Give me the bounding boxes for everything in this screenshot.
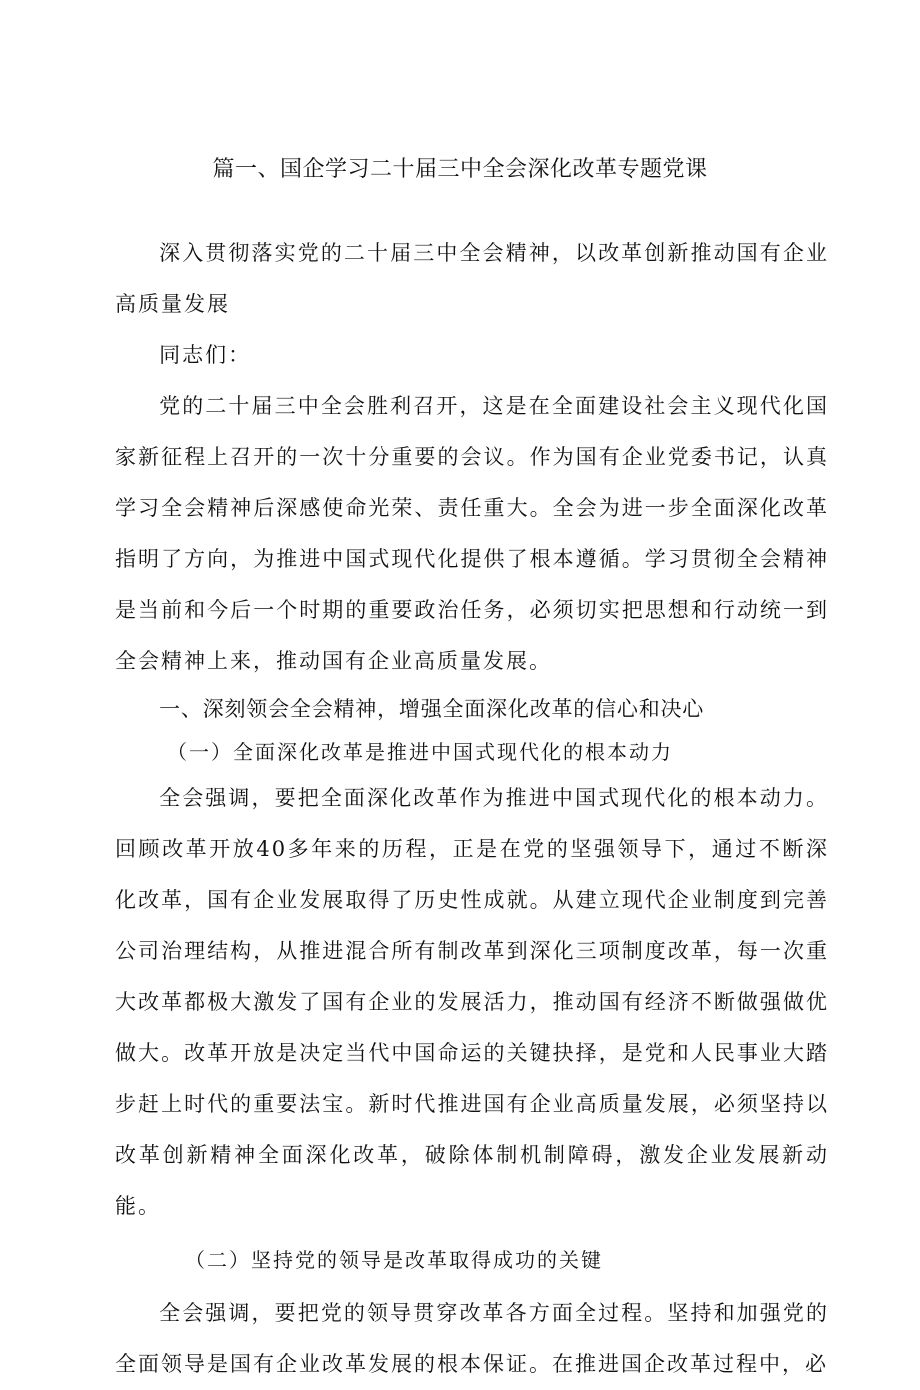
section-heading-1: 一、深刻领会全会精神，增强全面深化改革的信心和决心 xyxy=(159,697,705,721)
subtitle-paragraph: 深入贯彻落实党的二十届三中全会精神，以改革创新推动国有企业高质量发展 xyxy=(115,241,829,316)
document-title: 篇一、国企学习二十届三中全会深化改革专题党课 xyxy=(212,157,708,182)
subsection-heading-2: （二）坚持党的领导是改革取得成功的关键 xyxy=(185,1248,603,1272)
intro-paragraph: 党的二十届三中全会胜利召开，这是在全面建设社会主义现代化国家新征程上召开的一次十分重要的会议。作为国有企业党委书记，认真学习全会精神后深感使命光荣、责任重大。全会为进一步全面深化改革指明了方向，为推进中国式现代化提供了根本遵循。学习贯彻全会精神是当前和今后一个时期的重要政治任务，必须切实把思想和行动统一到全会精神上来，推动国有企业高质量发展。 xyxy=(115,394,829,673)
greeting: 同志们： xyxy=(159,343,252,367)
subsection-2-paragraph: 全会强调，要把党的领导贯穿改革各方面全过程。坚持和加强党的全面领导是国有企业改革发展的根本保证。在推进国企改革过程中，必 xyxy=(115,1301,829,1376)
document-body xyxy=(115,228,829,1390)
subsection-1-paragraph: 全会强调，要把全面深化改革作为推进中国式现代化的根本动力。回顾改革开放40多年来的历程，正是在党的坚强领导下，通过不断深化改革，国有企业发展取得了历史性成就。从建立现代企业制度到完善公司治理结构，从推进混合所有制改革到深化三项制度改革，每一次重大改革都极大激发了国有企业的发展活力，推动国有经济不断做强做优做大。改革开放是决定当代中国命运的关键抉择，是党和人民事业大踏步赶上时代的重要法宝。新时代推进国有企业高质量发展，必须坚持以改革创新精神全面深化改革，破除体制机制障碍，激发企业发展新动能。 xyxy=(115,786,829,1218)
subsection-heading-1: （一）全面深化改革是推进中国式现代化的根本动力 xyxy=(167,740,673,764)
